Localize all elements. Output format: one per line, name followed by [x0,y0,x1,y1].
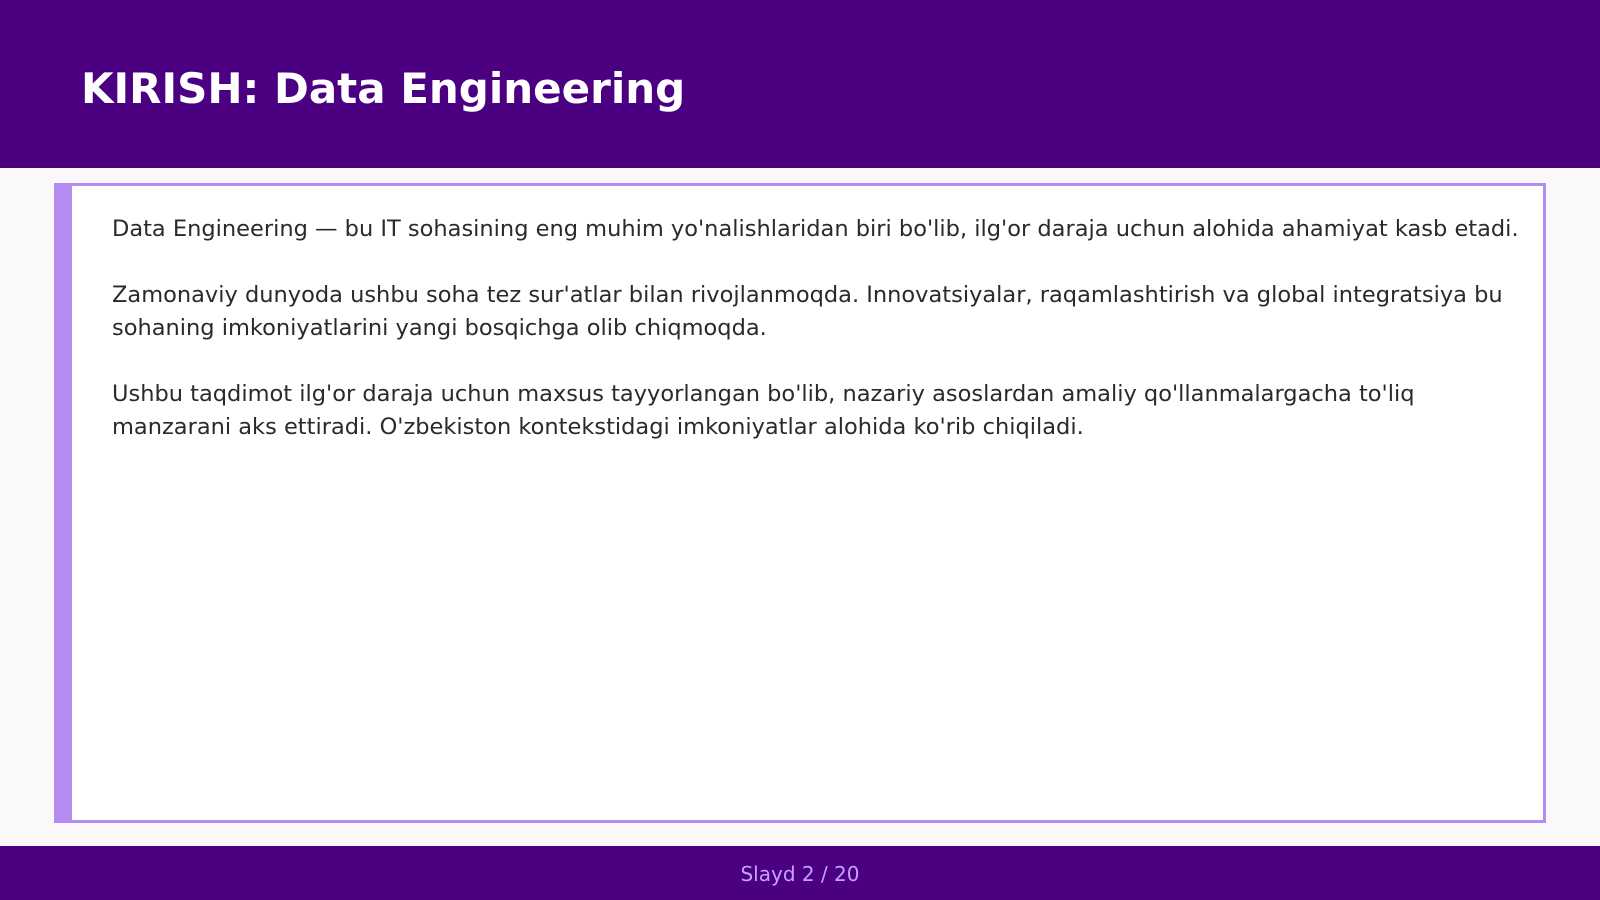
paragraph-presentation: Ushbu taqdimot ilg'or daraja uchun maxsus tayyorlangan bo'lib, nazariy asoslardan amaliy qo'llanmalargacha to'liq manzarani aks ettiradi. O'zbekiston kontekstidagi imkoniyatlar alohida ko'rib chiqiladi. [112,381,1415,440]
content-card [54,183,1546,823]
slide-counter: Slayd 2 / 20 [740,862,860,886]
slide-title: KIRISH: Data Engineering [81,64,686,113]
paragraph-intro: Data Engineering — bu IT sohasining eng muhim yo'nalishlaridan biri bo'lib, ilg'or daraja uchun alohida ahamiyat kasb etadi. [112,216,1519,242]
slide-footer [0,846,1600,900]
slide-header [0,0,1600,168]
paragraph-development: Zamonaviy dunyoda ushbu soha tez sur'atlar bilan rivojlanmoqda. Innovatsiyalar, raqamlashtirish va global integratsiya bu sohaning imkoniyatlarini yangi bosqichga olib chiqmoqda. [112,282,1503,341]
content-body [112,213,1522,477]
